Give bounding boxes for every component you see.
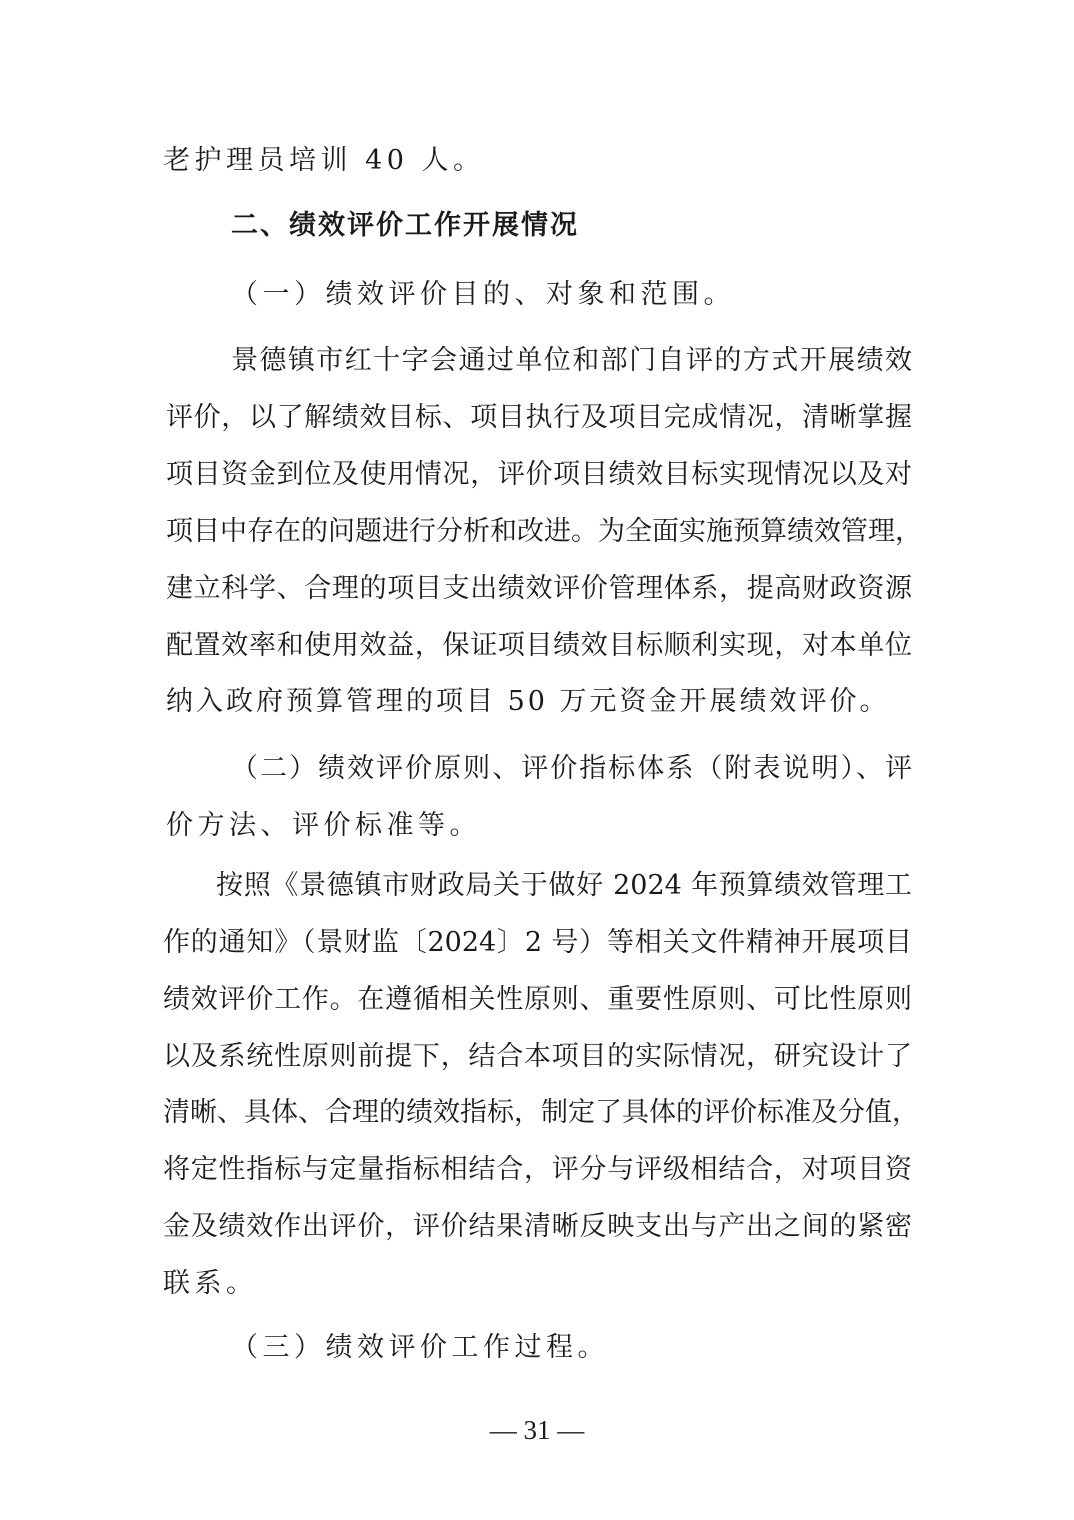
text-line-4: 景德镇市红十字会通过单位和部门自评的方式开展绩效 (231, 345, 912, 376)
text-line-13: 按照《景德镇市财政局关于做好 2024 年预算绩效管理工 (216, 870, 912, 901)
text-line-16: 以及系统性原则前提下，结合本项目的实际情况，研究设计了 (163, 1041, 912, 1072)
text-line-10: 纳入政府预算管理的项目 50 万元资金开展绩效评价。 (166, 686, 890, 717)
text-line-20: 联系。 (163, 1268, 258, 1299)
text-line-19: 金及绩效作出评价，评价结果清晰反映支出与产出之间的紧密 (163, 1211, 912, 1242)
page-number: — 31 — (489, 1415, 585, 1445)
subheading-2-2-cont: 价方法、评价标准等。 (166, 810, 481, 841)
text-line-18: 将定性指标与定量指标相结合，评分与评级相结合，对项目资 (163, 1154, 912, 1185)
text-line-5: 评价，以了解绩效目标、项目执行及项目完成情况，清晰掌握 (166, 402, 912, 433)
subheading-2-1: （一）绩效评价目的、对象和范围。 (231, 279, 735, 310)
text-line-17: 清晰、具体、合理的绩效指标，制定了具体的评价标准及分值， (163, 1097, 919, 1128)
text-line-14: 作的通知》（景财监〔2024〕2 号）等相关文件精神开展项目 (163, 927, 912, 958)
text-line-15: 绩效评价工作。在遵循相关性原则、重要性原则、可比性原则 (163, 984, 912, 1015)
text-line-6: 项目资金到位及使用情况，评价项目绩效目标实现情况以及对 (166, 459, 912, 490)
text-line-8: 建立科学、合理的项目支出绩效评价管理体系，提高财政资源 (166, 573, 912, 604)
text-line-1: 老护理员培训 40 人。 (163, 145, 485, 176)
subheading-2-2: （二）绩效评价原则、评价指标体系（附表说明）、评 (231, 753, 912, 784)
subheading-2-3: （三）绩效评价工作过程。 (231, 1332, 609, 1363)
text-line-7: 项目中存在的问题进行分析和改进。为全面实施预算绩效管理， (166, 516, 922, 547)
text-line-9: 配置效率和使用效益，保证项目绩效目标顺利实现，对本单位 (166, 630, 912, 661)
section-heading-2: 二、绩效评价工作开展情况 (231, 210, 579, 241)
